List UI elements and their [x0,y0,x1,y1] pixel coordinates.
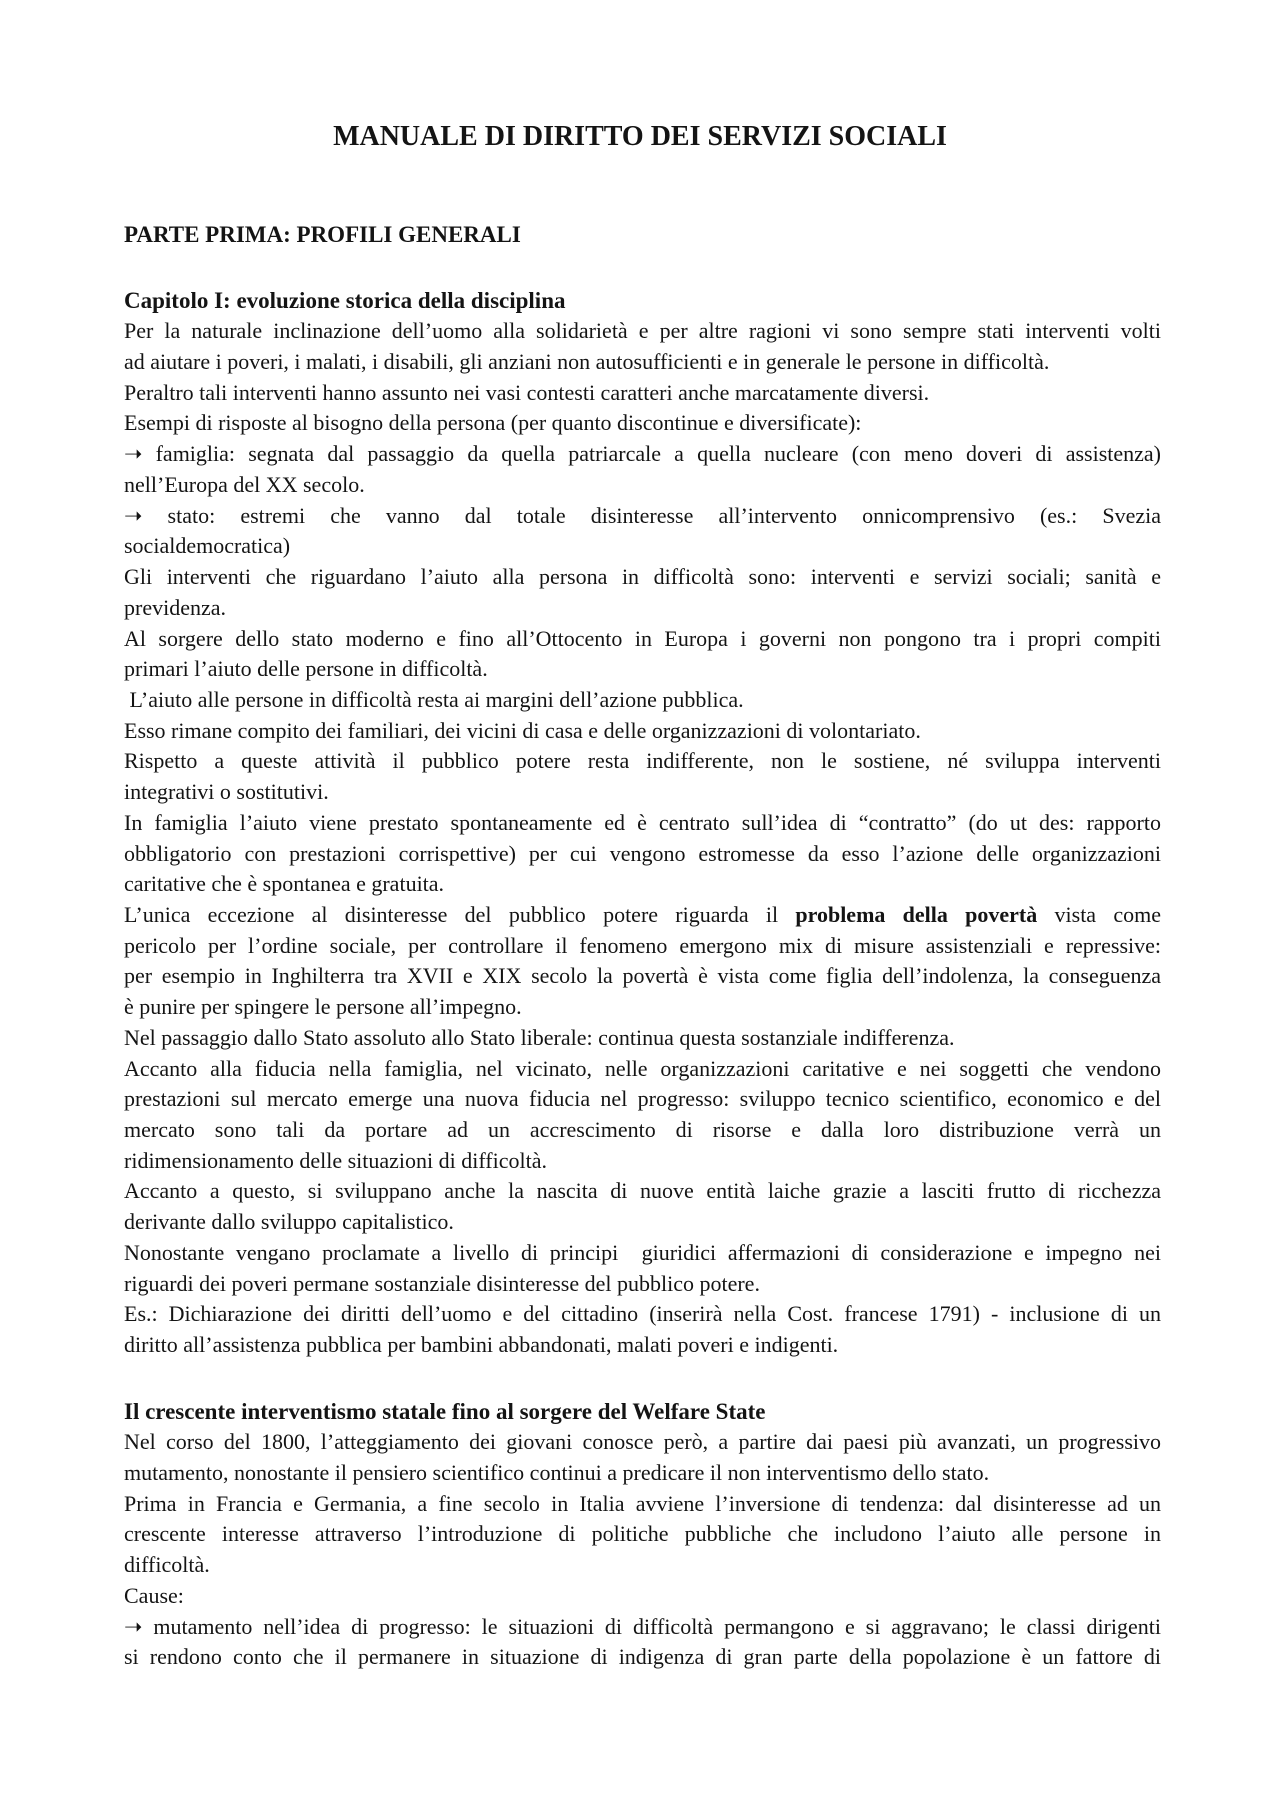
bullet-paragraph [124,1612,1161,1673]
text-line: diritto all’assistenza pubblica per bambini abbandonati, malati poveri e indigenti. [124,1332,839,1358]
text-line: ➝ mutamento nell’idea di progresso: le situazioni di difficoltà permangono e si aggravano; le classi dirigenti [124,1613,1161,1639]
text-line: Gli interventi che riguardano l’aiuto alla persona in difficoltà sono: interventi e servizi sociali; sanità e [124,564,1161,590]
text-line: ➝ stato: estremi che vanno dal totale disinteresse all’intervento onnicomprensivo (es.: Svezia [124,502,1161,528]
paragraph [124,746,1161,807]
paragraph [124,1176,1161,1237]
paragraph [124,316,1161,377]
paragraph [124,685,1161,716]
text-line: In famiglia l’aiuto viene prestato spontaneamente ed è centrato sull’idea di “contratto” (do ut des: rapporto [124,809,1161,835]
text-line: Al sorgere dello stato moderno e fino all’Ottocento in Europa i governi non pongono tra i propri compiti [124,625,1161,651]
text-line: pericolo per l’ordine sociale, per controllare il fenomeno emergono mix di misure assistenziali e repressive: [124,932,1161,958]
text-line: riguardi dei poveri permane sostanziale disinteresse del pubblico potere. [124,1270,760,1296]
document-title: MANUALE DI DIRITTO DEI SERVIZI SOCIALI [333,121,947,152]
paragraph [124,1054,1161,1177]
text-line: ➝ famiglia: segnata dal passaggio da quella patriarcale a quella nucleare (con meno doveri di assistenza) [124,441,1161,467]
text-line: Nel passaggio dallo Stato assoluto allo Stato liberale: continua questa sostanziale indifferenza. [124,1024,955,1050]
paragraph [124,562,1161,623]
text-line: ridimensionamento delle situazioni di difficoltà. [124,1147,547,1173]
text-line: nell’Europa del XX secolo. [124,471,365,497]
text-line: Es.: Dichiarazione dei diritti dell’uomo e del cittadino (inserirà nella Cost. francese 1791) - inclusione di un [124,1301,1161,1327]
bullet-paragraph [124,501,1161,562]
text-line: Esso rimane compito dei familiari, dei vicini di casa e delle organizzazioni di volontariato. [124,717,921,743]
paragraph [124,1489,1161,1581]
text-line: Prima in Francia e Germania, a fine secolo in Italia avviene l’inversione di tendenza: dal disinteresse ad un [124,1490,1161,1516]
text-line: derivante dallo sviluppo capitalistico. [124,1209,454,1235]
text-line: Rispetto a queste attività il pubblico potere resta indifferente, non le sostiene, né sviluppa interventi [124,748,1161,774]
text-line: si rendono conto che il permanere in situazione di indigenza di gran parte della popolazione è un fattore di [124,1644,1161,1670]
text-line: Cause: [124,1582,184,1608]
text-line: Esempi di risposte al bisogno della persona (per quanto discontinue e diversificate): [124,410,862,436]
paragraph [124,900,1161,1023]
bullet-paragraph [124,439,1161,500]
part-heading: PARTE PRIMA: PROFILI GENERALI [124,222,521,247]
text-line: Nonostante vengano proclamate a livello di principi giuridici affermazioni di considerazione e impegno nei [124,1239,1161,1265]
text-line: caritative che è spontanea e gratuita. [124,871,445,897]
paragraph [124,1238,1161,1299]
text-line: previdenza. [124,594,226,620]
text-line: primari l’aiuto delle persone in difficoltà. [124,656,488,682]
paragraph [124,1299,1161,1360]
text-line: difficoltà. [124,1552,210,1578]
subsection [124,1397,1161,1673]
text-line: mercato sono tali da portare ad un accrescimento di risorse e dalla loro distribuzione verrà un [124,1117,1161,1142]
paragraph [124,378,1161,409]
text-line: obbligatorio con prestazioni corrispettive) per cui vengono estromesse da esso l’azione delle organizzazioni [124,840,1161,866]
chapter-section [124,286,1161,1361]
paragraph [124,1023,1161,1054]
paragraph [124,408,1161,439]
chapter-heading: Capitolo I: evoluzione storica della disciplina [124,287,566,313]
paragraph [124,1581,1161,1612]
text-line: è punire per spingere le persone all’impegno. [124,994,522,1020]
text-segment: vista come [1037,901,1161,927]
text-segment: L’unica eccezione al disinteresse del pubblico potere riguarda il [124,901,796,927]
text-line: integrativi o sostitutivi. [124,779,329,805]
text-line: per esempio in Inghilterra tra XVII e XIX secolo la povertà è vista come figlia dell’indolenza, la conseguenza [124,963,1161,989]
text-line: L’aiuto alle persone in difficoltà resta ai margini dell’azione pubblica. [124,686,744,712]
paragraph [124,624,1161,685]
text-line: mutamento, nonostante il pensiero scientifico continui a predicare il non interventismo dello stato. [124,1460,990,1486]
text-line: ad aiutare i poveri, i malati, i disabili, gli anziani non autosufficienti e in generale le persone in difficoltà. [124,349,1050,375]
text-line: socialdemocratica) [124,533,291,559]
text-line: Peraltro tali interventi hanno assunto nei vasi contesti caratteri anche marcatamente diversi. [124,379,930,405]
text-line: Nel corso del 1800, l’atteggiamento dei giovani conosce però, a partire dai paesi più avanzati, un progressivo [124,1429,1161,1455]
text-line: crescente interesse attraverso l’introduzione di politiche pubbliche che includono l’aiuto alle persone in [124,1521,1161,1547]
section-heading: Il crescente interventismo statale fino al sorgere del Welfare State [124,1398,766,1424]
paragraph [124,1427,1161,1488]
paragraph [124,808,1161,900]
text-line: Accanto a questo, si sviluppano anche la nascita di nuove entità laiche grazie a lasciti frutto di ricchezza [124,1178,1161,1204]
bold-phrase: problema della povertà [795,901,1038,927]
text-line: prestazioni sul mercato emerge una nuova fiducia nel progresso: sviluppo tecnico scientifico, economico e del [124,1086,1161,1112]
text-line [124,900,1161,931]
paragraph [124,716,1161,747]
text-line: Accanto alla fiducia nella famiglia, nel vicinato, nelle organizzazioni caritative e nei soggetti che vendono [124,1055,1161,1081]
text-line: Per la naturale inclinazione dell’uomo alla solidarietà e per altre ragioni vi sono sempre stati interventi volti [124,318,1161,344]
